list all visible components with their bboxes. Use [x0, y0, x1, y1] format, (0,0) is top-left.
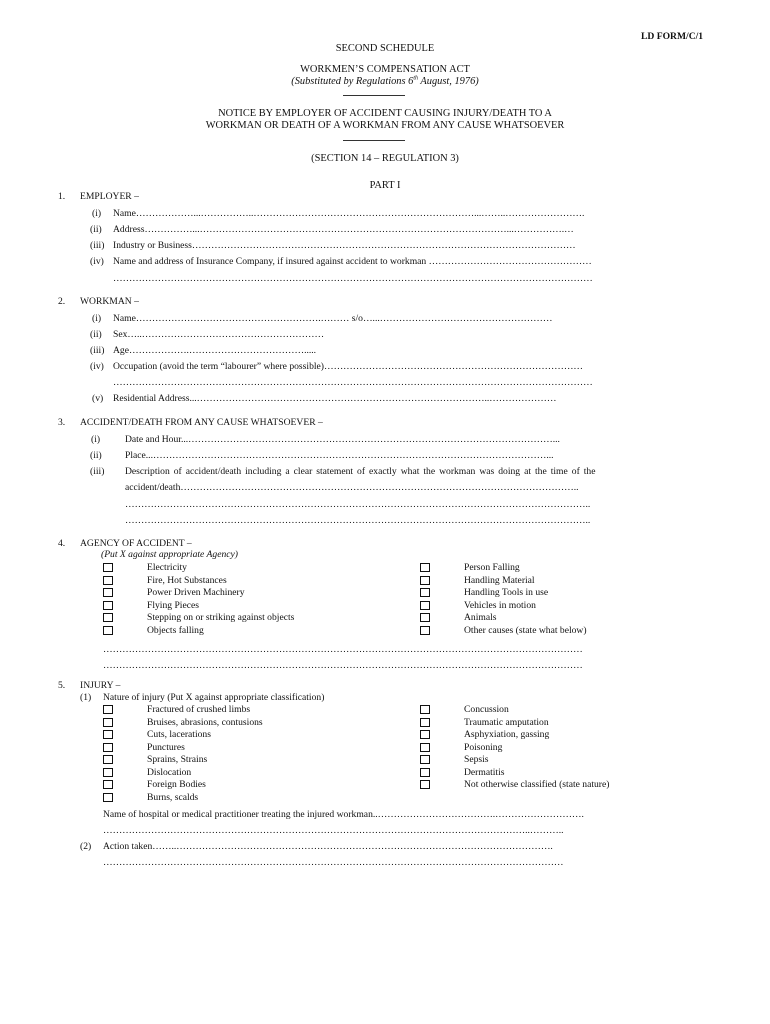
notice-line-1: NOTICE BY EMPLOYER OF ACCIDENT CAUSING INJURY/DEATH TO A	[218, 108, 552, 119]
date-hour-field[interactable]: Date and Hour...……………………………………………………………………………………………………...	[125, 434, 560, 445]
substitution-note: (Substituted by Regulations 6th August, 1976)	[291, 75, 479, 87]
employer-industry-field[interactable]: Industry or Business…………………………………………………………………………………………………………	[113, 240, 576, 251]
injury-option: Poisoning	[464, 742, 503, 753]
injury-option: Dislocation	[147, 767, 192, 778]
workman-item-num: (iii)	[90, 345, 105, 356]
injury-checkbox[interactable]	[103, 705, 113, 714]
agency-checkbox[interactable]	[103, 613, 113, 622]
form-code: LD FORM/C/1	[641, 31, 704, 42]
employer-num: 1.	[58, 191, 66, 202]
injury-num: 5.	[58, 680, 66, 691]
injury-checkbox[interactable]	[420, 780, 430, 789]
workman-age-field[interactable]: Age……………….……………………………….....	[113, 345, 317, 356]
employer-item-num: (ii)	[90, 224, 102, 235]
injury-checkbox[interactable]	[420, 768, 430, 777]
agency-title: AGENCY OF ACCIDENT –	[80, 538, 192, 549]
agency-option: Objects falling	[147, 625, 204, 636]
part-title: PART I	[369, 180, 401, 191]
injury-option: Sprains, Strains	[147, 754, 208, 765]
employer-name-field[interactable]: Name………………...……………..……………………………………………………………...……..…………………….	[113, 208, 585, 219]
agency-other-line[interactable]: ……………………………………………………………………………………………………………………………………	[103, 644, 583, 655]
workman-item-num: (i)	[92, 313, 102, 324]
injury-option: Dermatitis	[464, 767, 505, 778]
insurance-company-continuation[interactable]: ……………………………………………………………………………………………………………………………………	[113, 273, 593, 284]
header-rule-1	[343, 95, 405, 96]
injury-option: Punctures	[147, 742, 185, 753]
workman-residential-address-field[interactable]: Residential Address...………………………………………………………………………………..…………………	[113, 393, 557, 404]
action-num: (2)	[80, 841, 92, 852]
injury-option: Cuts, lacerations	[147, 729, 211, 740]
injury-checkbox[interactable]	[420, 705, 430, 714]
injury-option: Asphyxiation, gassing	[464, 729, 550, 740]
employer-item-num: (i)	[92, 208, 102, 219]
injury-option: Not otherwise classified (state nature)	[464, 779, 610, 790]
agency-other-line[interactable]: ……………………………………………………………………………………………………………………………………	[103, 660, 583, 671]
employer-item-num: (iii)	[90, 240, 105, 251]
injury-checkbox[interactable]	[420, 755, 430, 764]
workman-name-field[interactable]: Name………………………………………………….……… s/o…...………………………………………………	[113, 313, 553, 324]
agency-option: Flying Pieces	[147, 600, 199, 611]
injury-checkbox[interactable]	[103, 730, 113, 739]
agency-checkbox[interactable]	[420, 563, 430, 572]
injury-checkbox[interactable]	[103, 793, 113, 802]
accident-item-num: (ii)	[90, 450, 102, 461]
hospital-continuation[interactable]: ……………………………………………………………………………………………………………………..………..	[103, 825, 564, 836]
workman-item-num: (ii)	[90, 329, 102, 340]
insurance-company-field[interactable]: Name and address of Insurance Company, if insured against accident to workman ……………………………………………	[113, 256, 592, 267]
workman-title: WORKMAN –	[80, 296, 139, 307]
accident-item-num: (i)	[91, 434, 101, 445]
workman-item-num: (iv)	[90, 361, 104, 372]
description-label: Description of accident/death including a clear statement of exactly what the workman was doing at the time of the	[125, 466, 596, 477]
agency-checkbox[interactable]	[420, 613, 430, 622]
workman-num: 2.	[58, 296, 66, 307]
agency-option: Fire, Hot Substances	[147, 575, 227, 586]
injury-option: Burns, scalds	[147, 792, 199, 803]
agency-checkbox[interactable]	[103, 576, 113, 585]
employer-title: EMPLOYER –	[80, 191, 139, 202]
header-rule-2	[343, 140, 405, 141]
agency-option: Animals	[464, 612, 497, 623]
agency-checkbox[interactable]	[103, 626, 113, 635]
workman-sex-field[interactable]: Sex…..…………………………………………………	[113, 329, 325, 340]
agency-option: Electricity	[147, 562, 187, 573]
action-taken-continuation[interactable]: ………………………………………………………………………………………………………………………………	[103, 857, 564, 868]
agency-option: Vehicles in motion	[464, 600, 536, 611]
agency-checkbox[interactable]	[103, 563, 113, 572]
injury-checkbox[interactable]	[103, 743, 113, 752]
workman-occupation-field[interactable]: Occupation (avoid the term “labourer” where possible)………………………………………………………………………	[113, 361, 584, 372]
schedule-title: SECOND SCHEDULE	[335, 43, 435, 54]
notice-line-2: WORKMAN OR DEATH OF A WORKMAN FROM ANY CAUSE WHATSOEVER	[205, 120, 565, 131]
injury-checkbox[interactable]	[420, 730, 430, 739]
agency-num: 4.	[58, 538, 66, 549]
workman-item-num: (v)	[92, 393, 104, 404]
place-field[interactable]: Place...……………………………………………………………………………………………………………...	[125, 450, 554, 461]
agency-option: Stepping on or striking against objects	[147, 612, 295, 623]
employer-address-field[interactable]: Address……………...……………………………………………………………………………………...…………….…	[113, 224, 574, 235]
action-taken-field[interactable]: Action taken……..……………………………………………………………………………………………………….	[103, 841, 553, 852]
injury-nature-num: (1)	[80, 692, 92, 703]
employer-item-num: (iv)	[90, 256, 104, 267]
description-line[interactable]: ………………………………………………………………………………………………………………………………..	[125, 515, 591, 526]
act-title: WORKMEN’S COMPENSATION ACT	[300, 64, 470, 75]
hospital-field[interactable]: Name of hospital or medical practitioner treating the injured workman..……………………………….……………………….	[103, 809, 584, 820]
agency-checkbox[interactable]	[420, 601, 430, 610]
agency-checkbox[interactable]	[420, 588, 430, 597]
injury-checkbox[interactable]	[420, 743, 430, 752]
injury-nature-label: Nature of injury (Put X against appropriate classification)	[103, 692, 325, 703]
injury-checkbox[interactable]	[103, 780, 113, 789]
accident-title: ACCIDENT/DEATH FROM ANY CAUSE WHATSOEVER –	[80, 417, 323, 428]
injury-checkbox[interactable]	[420, 718, 430, 727]
injury-option: Traumatic amputation	[464, 717, 549, 728]
agency-option: Handling Tools in use	[464, 587, 549, 598]
injury-checkbox[interactable]	[103, 768, 113, 777]
agency-checkbox[interactable]	[420, 576, 430, 585]
agency-checkbox[interactable]	[420, 626, 430, 635]
injury-option: Concussion	[464, 704, 509, 715]
injury-option: Sepsis	[464, 754, 489, 765]
agency-option: Other causes (state what below)	[464, 625, 587, 636]
agency-checkbox[interactable]	[103, 601, 113, 610]
agency-checkbox[interactable]	[103, 588, 113, 597]
injury-title: INJURY –	[80, 680, 121, 691]
agency-subtitle: (Put X against appropriate Agency)	[101, 549, 238, 560]
accident-num: 3.	[58, 417, 66, 428]
accident-item-num: (iii)	[90, 466, 105, 477]
description-field[interactable]: accident/death……………………………………………………………………………………………………………..	[125, 482, 579, 493]
description-line[interactable]: ………………………………………………………………………………………………………………………………..	[125, 499, 591, 510]
agency-option: Handling Material	[464, 575, 535, 586]
agency-option: Power Driven Machinery	[147, 587, 245, 598]
section-title: (SECTION 14 – REGULATION 3)	[311, 153, 459, 164]
injury-checkbox[interactable]	[103, 718, 113, 727]
agency-option: Person Falling	[464, 562, 520, 573]
injury-checkbox[interactable]	[103, 755, 113, 764]
workman-occupation-continuation[interactable]: ……………………………………………………………………………………………………………………………………	[113, 377, 593, 388]
injury-option: Bruises, abrasions, contusions	[147, 717, 263, 728]
injury-option: Foreign Bodies	[147, 779, 206, 790]
injury-option: Fractured of crushed limbs	[147, 704, 251, 715]
